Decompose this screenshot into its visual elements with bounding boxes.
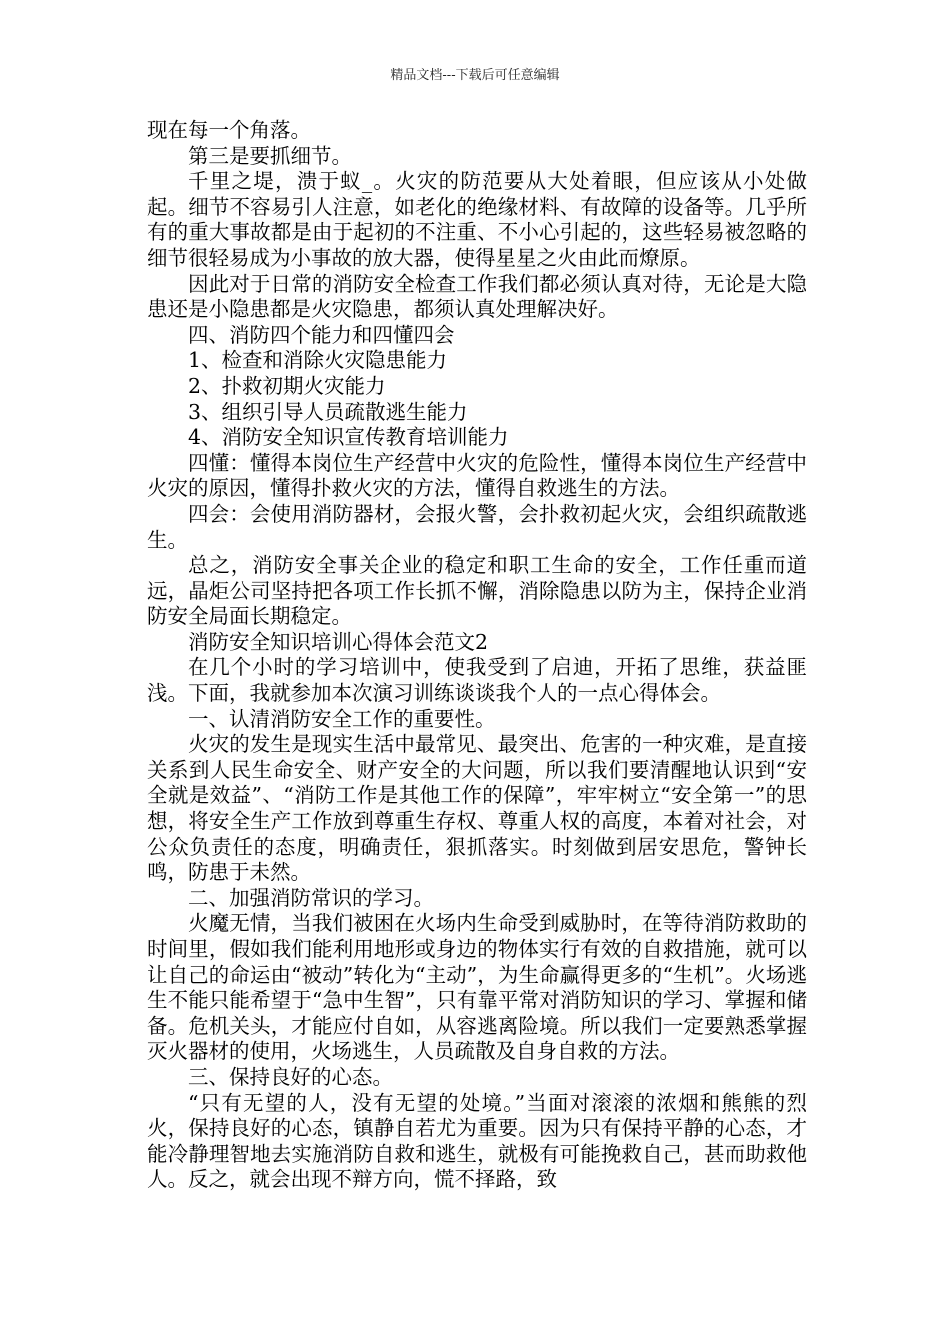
paragraph: 千里之堤，溃于蚁_。火灾的防范要从大处着眼，但应该从小处做起。细节不容易引人注意，如老化的绝缘材料、有故障的设备等。几乎所有的重大事故都是由于起初的不注重、不小心引起的，这些轻易被忽略的细节很轻易成为小事故的放大器，使得星星之火由此而燎原。 <box>147 169 807 270</box>
page-header: 精品文档---下载后可任意编辑 <box>390 68 560 83</box>
paragraph: 3、组织引导人员疏散逃生能力 <box>188 399 468 424</box>
paragraph: “只有无望的人，没有无望的处境。”当面对滚滚的浓烟和熊熊的烈火，保持良好的心态，镇静自若尤为重要。因为只有保持平静的心态，才能冷静理智地去实施消防自救和逃生，就极有可能挽救自己，甚而助救他人。反之，就会出现不辩方向，慌不择路，致 <box>147 1090 807 1192</box>
paragraph: 现在每一个角落。 <box>147 118 311 142</box>
paragraph: 在几个小时的学习培训中，使我受到了启迪，开拓了思维，获益匪浅。下面，我就参加本次演习训练谈谈我个人的一点心得体会。 <box>147 655 807 706</box>
paragraph: 1、检查和消除火灾隐患能力 <box>188 348 448 373</box>
paragraph: 二、加强消防常识的学习。 <box>188 885 434 910</box>
paragraph: 4、消防安全知识宣传教育培训能力 <box>188 425 509 450</box>
paragraph: 火魔无情，当我们被困在火场内生命受到威胁时，在等待消防救助的时间里，假如我们能利用地形或身边的物体实行有效的自救措施，就可以让自己的命运由“被动”转化为“主动”，为生命赢得更多的“生机”。火场逃生不能只能希望于“急中生智”，只有靠平常对消防知识的学习、掌握和储备。危机关头，才能应付自如，从容逃离险境。所以我们一定要熟悉掌握灭火器材的使用，火场逃生，人员疏散及自身自救的方法。 <box>147 911 807 1064</box>
paragraph: 一、认清消防安全工作的重要性。 <box>188 706 496 731</box>
paragraph: 消防安全知识培训心得体会范文2 <box>188 629 489 654</box>
paragraph: 因此对于日常的消防安全检查工作我们都必须认真对待，无论是大隐患还是小隐患都是火灾隐患，都须认真处理解决好。 <box>147 271 807 322</box>
paragraph: 四、消防四个能力和四懂四会 <box>188 322 455 347</box>
paragraph: 第三是要抓细节。 <box>188 143 352 168</box>
paragraph: 2、扑救初期火灾能力 <box>188 373 386 398</box>
document-body <box>147 118 807 1193</box>
paragraph: 四懂：懂得本岗位生产经营中火灾的危险性，懂得本岗位生产经营中火灾的原因，懂得扑救火灾的方法，懂得自救逃生的方法。 <box>147 450 807 501</box>
paragraph: 总之，消防安全事关企业的稳定和职工生命的安全，工作任重而道远，晶炬公司坚持把各项工作长抓不懈，消除隐患以防为主，保持企业消防安全局面长期稳定。 <box>147 553 807 629</box>
paragraph: 三、保持良好的心态。 <box>188 1064 393 1089</box>
paragraph: 火灾的发生是现实生活中最常见、最突出、危害的一种灾难，是直接关系到人民生命安全、财产安全的大问题，所以我们要清醒地认识到“安全就是效益”、“消防工作是其他工作的保障”，牢牢树立“安全第一”的思想，将安全生产工作放到尊重生存权、尊重人权的高度，本着对社会，对公众负责任的态度，明确责任，狠抓落实。时刻做到居安思危，警钟长鸣，防患于未然。 <box>147 732 807 885</box>
paragraph: 四会：会使用消防器材，会报火警，会扑救初起火灾，会组织疏散逃生。 <box>147 501 807 552</box>
